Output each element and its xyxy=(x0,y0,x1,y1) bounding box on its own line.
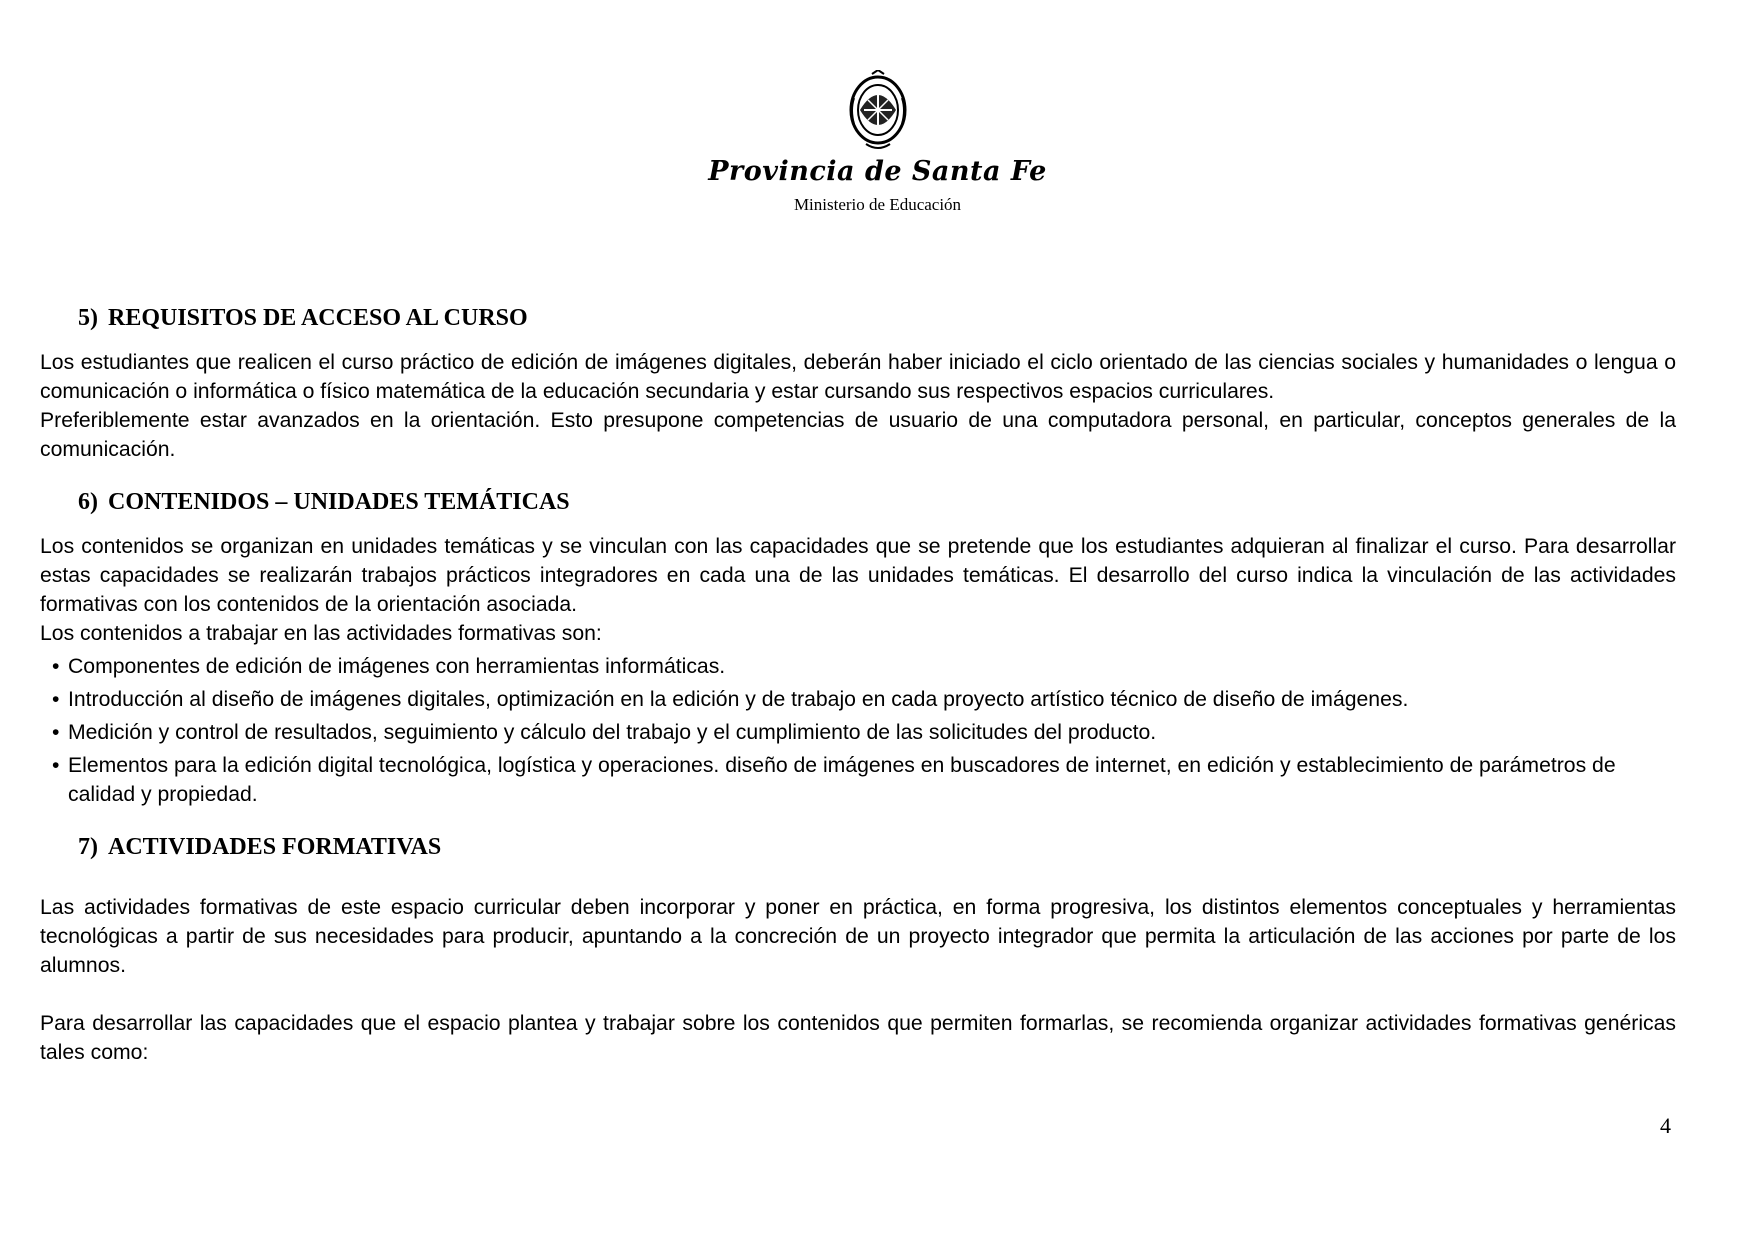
bullet-icon: • xyxy=(52,655,60,678)
letterhead xyxy=(0,70,1755,215)
paragraph: Los estudiantes que realicen el curso práctico de edición de imágenes digitales, deberán haber iniciado el ciclo orientado de las ciencias sociales y humanidades o lengua o comunicación o informática o físico matemática de la educación secundaria y estar cursando sus respectivos espacios curriculares. xyxy=(40,351,1676,403)
section-heading xyxy=(40,831,1676,863)
list-item xyxy=(40,652,1676,681)
paragraph: Preferiblemente estar avanzados en la orientación. Esto presupone competencias de usuario de una computadora personal, en particular, conceptos generales de la comunicación. xyxy=(40,409,1676,461)
page-number: 4 xyxy=(1660,1113,1671,1138)
list-item xyxy=(40,751,1676,809)
list-item-text: Introducción al diseño de imágenes digitales, optimización en la edición y de trabajo en cada proyecto artístico técnico de diseño de imágenes. xyxy=(68,688,1409,711)
ministry-name: Ministerio de Educación xyxy=(793,195,962,214)
section-number: 7) xyxy=(78,834,98,860)
bullet-icon: • xyxy=(52,688,60,711)
provincial-seal-icon xyxy=(846,70,910,152)
paragraph: Los contenidos a trabajar en las actividades formativas son: xyxy=(40,622,602,645)
section-title: CONTENIDOS – UNIDADES TEMÁTICAS xyxy=(108,489,570,515)
section-title: REQUISITOS DE ACCESO AL CURSO xyxy=(108,305,528,331)
paragraph: Las actividades formativas de este espacio curricular deben incorporar y poner en práctica, en forma progresiva, los distintos elementos conceptuales y herramientas tecnológicas a partir de sus necesidades para producir, apuntando a la concreción de un proyecto integrador que permita la articulación de las acciones por parte de los alumnos. xyxy=(40,896,1676,977)
section-title: ACTIVIDADES FORMATIVAS xyxy=(108,834,442,860)
paragraph: Los contenidos se organizan en unidades temáticas y se vinculan con las capacidades que se pretende que los estudiantes adquieran al finalizar el curso. Para desarrollar estas capacidades se realizarán trabajos prácticos integradores en cada una de las unidades temáticas. El desarrollo del curso indica la vinculación de las actividades formativas con los contenidos de la orientación asociada. xyxy=(40,535,1676,616)
section-heading xyxy=(40,486,1676,518)
section-heading xyxy=(40,302,1676,334)
bullet-list xyxy=(40,652,1676,809)
province-name: Provincia de Santa Fe xyxy=(708,156,1047,187)
list-item xyxy=(40,718,1676,747)
section-number: 6) xyxy=(78,489,98,515)
list-item xyxy=(40,685,1676,714)
list-item-text: Medición y control de resultados, seguimiento y cálculo del trabajo y el cumplimiento de las solicitudes del producto. xyxy=(68,721,1157,744)
bullet-icon: • xyxy=(52,754,60,777)
section-number: 5) xyxy=(78,305,98,331)
document-body xyxy=(40,302,1676,1067)
paragraph: Para desarrollar las capacidades que el espacio plantea y trabajar sobre los contenidos que permiten formarlas, se recomienda organizar actividades formativas genéricas tales como: xyxy=(40,1012,1676,1064)
list-item-text: Componentes de edición de imágenes con herramientas informáticas. xyxy=(68,655,726,678)
bullet-icon: • xyxy=(52,721,60,744)
list-item-text: Elementos para la edición digital tecnológica, logística y operaciones. diseño de imágenes en buscadores de internet, en edición y establecimiento de parámetros de calidad y propiedad. xyxy=(68,754,1616,806)
